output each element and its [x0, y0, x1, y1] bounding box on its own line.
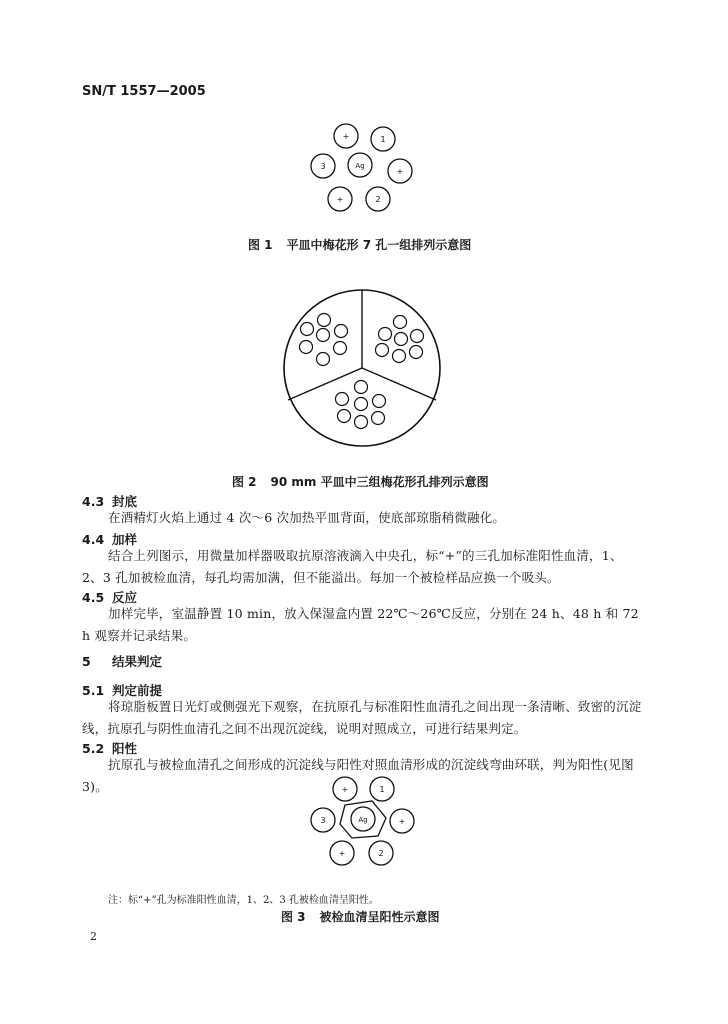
well — [355, 398, 368, 411]
well — [355, 416, 368, 429]
well — [317, 353, 330, 366]
section-4-4-text: 结合上列图示，用微量加样器吸取抗原溶液滴入中央孔，标“+”的三孔加标准阳性血清，1、2、3 孔加被检血清，每孔均需加满，但不能溢出。每加一个被检样品应换一个吸头。 — [82, 548, 623, 585]
figure3-caption-text: 被检血清呈阳性示意图 — [319, 910, 440, 924]
section-title: 阳性 — [112, 741, 138, 756]
well-label-plus: + — [398, 817, 406, 826]
well-label-plus: + — [396, 167, 404, 176]
well-label-plus: + — [341, 785, 349, 794]
well — [395, 333, 408, 346]
section-4-5-text: 加样完毕，室温静置 10 min，放入保湿盒内置 22℃～26℃反应，分别在 24 h、48 h 和 72 h 观察并记录结果。 — [82, 606, 639, 643]
section-number: 5.2 — [82, 741, 105, 756]
figure3-caption-number: 图 3 — [281, 910, 306, 924]
well — [394, 316, 407, 329]
well — [376, 344, 389, 357]
well — [338, 410, 351, 423]
well-label-2: 2 — [375, 195, 381, 204]
figure3-diagram — [300, 772, 430, 872]
well-label-plus: + — [336, 195, 344, 204]
well — [317, 329, 330, 342]
well — [300, 341, 313, 354]
well — [336, 393, 349, 406]
standard-number: SN/T 1557—2005 — [82, 84, 206, 99]
section-number: 4.4 — [82, 532, 105, 547]
figure1-caption-text: 平皿中梅花形 7 孔一组排列示意图 — [286, 238, 472, 252]
well — [393, 350, 406, 363]
well — [379, 328, 392, 341]
figure1-caption-number: 图 1 — [248, 238, 273, 252]
well-label-plus: + — [342, 132, 350, 141]
well-label-ag: Ag — [355, 162, 365, 170]
well-label-3: 3 — [320, 816, 326, 825]
section-title: 结果判定 — [112, 654, 163, 669]
well-label-plus: + — [338, 849, 346, 858]
well-label-1: 1 — [379, 785, 385, 794]
well — [335, 325, 348, 338]
section-number: 4.5 — [82, 590, 105, 605]
section-number: 4.3 — [82, 494, 105, 509]
section-5-1-text: 将琼脂板置日光灯或侧强光下观察，在抗原孔与标准阳性血清孔之间出现一条清晰、致密的沉淀线，抗原孔与阴性血清孔之间不出现沉淀线，说明对照成立，可进行结果判定。 — [82, 699, 642, 736]
well — [334, 342, 347, 355]
well — [373, 395, 386, 408]
figure1-diagram — [290, 118, 430, 218]
section-title: 判定前提 — [112, 683, 163, 698]
well — [411, 330, 424, 343]
figure2-caption-text: 90 mm 平皿中三组梅花形孔排列示意图 — [270, 475, 489, 489]
well — [301, 323, 314, 336]
well — [372, 412, 385, 425]
figure2-caption-number: 图 2 — [232, 475, 257, 489]
well — [410, 346, 423, 359]
section-title: 反应 — [112, 590, 138, 605]
section-5-2-text: 抗原孔与被检血清孔之间形成的沉淀线与阳性对照血清形成的沉淀线弯曲环联，判为阳性(见图 3)。 — [82, 757, 634, 794]
well-label-2: 2 — [378, 849, 384, 858]
figure3-note: 注：标“+”孔为标准阳性血清，1、2、3 孔被检血清呈阳性。 — [108, 895, 379, 906]
figure3-caption — [281, 908, 440, 925]
section-5-heading — [82, 652, 162, 670]
section-4-3-text: 在酒精灯火焰上通过 4 次～6 次加热平皿背面，使底部琼脂稍微融化。 — [108, 510, 506, 525]
section-title: 封底 — [112, 494, 138, 509]
section-number: 5.1 — [82, 683, 105, 698]
well-label-1: 1 — [380, 135, 386, 144]
section-number: 5 — [82, 654, 91, 669]
well-label-ag: Ag — [358, 816, 368, 824]
figure2-petri-dish — [280, 285, 444, 453]
section-title: 加样 — [112, 532, 138, 547]
well — [318, 314, 331, 327]
well-label-3: 3 — [320, 162, 326, 171]
figure2-caption — [232, 473, 489, 490]
well — [355, 381, 368, 394]
page-number: 2 — [90, 930, 97, 943]
figure1-caption — [248, 236, 471, 253]
